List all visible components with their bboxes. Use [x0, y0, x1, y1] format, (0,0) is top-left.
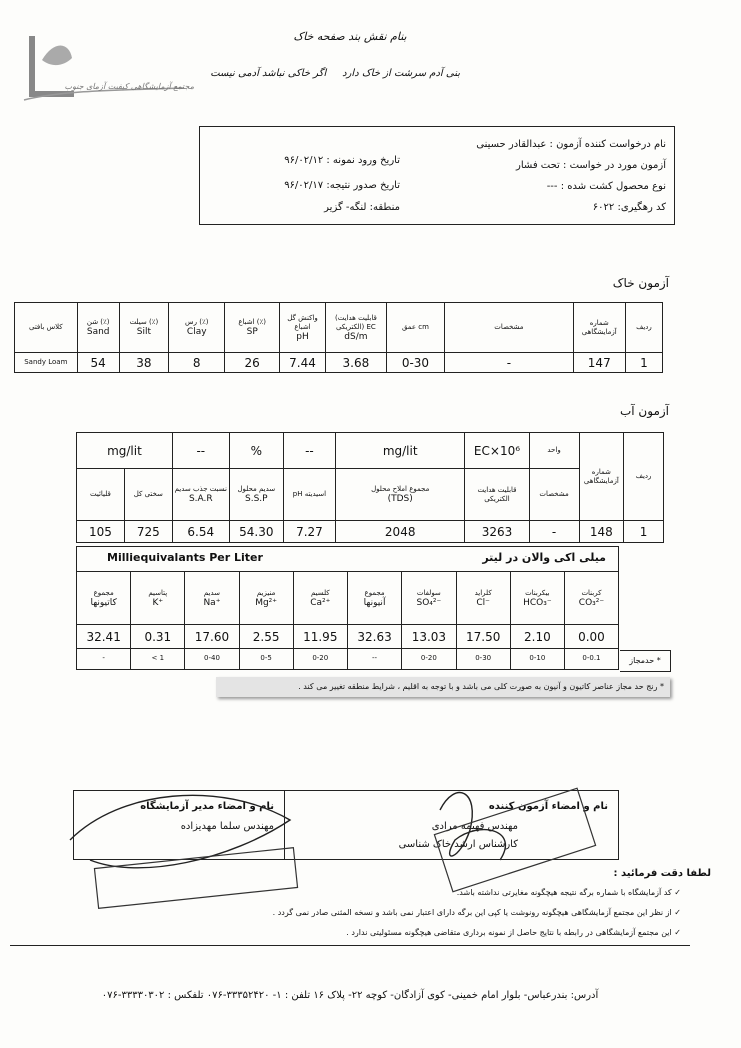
bismillah: بنام نقش بند صفحه خاک	[293, 30, 407, 43]
ions-title	[77, 547, 619, 572]
ions-title-en: Milliequivalants Per Liter	[107, 551, 263, 564]
ions-table	[76, 546, 619, 670]
footer-divider	[10, 945, 690, 946]
ion-value: 11.95	[293, 625, 347, 648]
soil-silt: 38	[119, 353, 168, 373]
water-ph: 7.27	[283, 521, 335, 543]
water-tds: 2048	[335, 521, 464, 543]
note-item: ✓ از نظر این مجتمع آزمایشگاهی هیچگونه رونوشت یا کپی این برگه دارای اعتبار نمی باشد و نسخه المثنی صادر نمی گردد .	[272, 908, 681, 917]
ion-limit: 0-20	[293, 648, 347, 669]
ion-value: 17.60	[185, 625, 239, 648]
soil-spec: -	[445, 353, 573, 373]
ion-header: مجموع کاتیونها	[77, 572, 131, 625]
ion-header: پتاسیم K⁺	[131, 572, 185, 625]
ion-limit: 0-5	[239, 648, 293, 669]
water-h-hard: سختی کل	[124, 469, 172, 521]
ion-value: 13.03	[402, 625, 456, 648]
manager-title: نام و امضاء مدیر آزمایشگاه	[140, 801, 274, 812]
header-verse: بنی آدم سرشت از خاک دارد اگر خاکی نباشد آدمی نیست	[210, 68, 460, 79]
soil-clay: 8	[169, 353, 225, 373]
tester-signature	[440, 793, 505, 860]
ion-value: 0.00	[564, 625, 618, 648]
result-date: تاریخ صدور نتیجه: ۹۶/۰۲/۱۷	[284, 180, 400, 191]
ion-header: بیکربنات HCO₃⁻	[510, 572, 564, 625]
ion-limit: 0-20	[402, 648, 456, 669]
water-ssp: 54.30	[229, 521, 283, 543]
soil-h-sand: شن (٪) Sand	[77, 303, 119, 353]
ion-value: 32.41	[77, 625, 131, 648]
soil-h-lab-no: شماره آزمایشگاهی	[573, 303, 625, 353]
ion-header: کربنات CO₃²⁻	[564, 572, 618, 625]
water-h-ph: pH اسیدیته	[283, 469, 335, 521]
ion-value: 0.31	[131, 625, 185, 648]
test-requested: آزمون مورد در خواست : تحت فشار	[516, 160, 666, 171]
water-hard: 725	[124, 521, 172, 543]
tester-name: مهندس فهیمه مرادی	[431, 821, 518, 832]
water-spec: -	[529, 521, 579, 543]
info-box	[199, 126, 675, 225]
water-u-ph: --	[283, 433, 335, 469]
soil-h-spec: مشخصات	[445, 303, 573, 353]
ion-limit: -	[77, 648, 131, 669]
note-item: ✓ کد آزمایشگاه با شماره برگه نتیجه هیچگونه مغایرتی نداشته باشد.	[456, 888, 681, 897]
signature-marks	[60, 770, 620, 920]
water-lab-no: 148	[579, 521, 624, 543]
water-row: 1	[624, 521, 664, 543]
notes-title: لطفا دقت فرمائید :	[613, 868, 711, 879]
ion-limit: 0-40	[185, 648, 239, 669]
tracking-code: کد رهگیری: ۶۰۲۲	[592, 202, 666, 213]
soil-h-row: ردیف	[625, 303, 662, 353]
ion-limit: 0-30	[456, 648, 510, 669]
water-u-label: واحد	[529, 433, 579, 469]
ion-header: سدیم Na⁺	[185, 572, 239, 625]
water-h-ec: قابلیت هدایت الکتریکی	[465, 469, 529, 521]
limit-note: * رنج حد مجاز عناصر کاتیون و آنیون به صورت کلی می باشد و با توجه به اقلیم ، شرایط منطقه تغییر می کند .	[216, 677, 670, 697]
water-h-lab-no: شماره آزمایشگاهی	[579, 433, 624, 521]
water-h-row: ردیف	[624, 433, 664, 521]
water-h-tds: مجموع املاح محلول (TDS)	[335, 469, 464, 521]
ion-limit: 0-10	[510, 648, 564, 669]
soil-table	[14, 302, 663, 373]
soil-lab-no: 147	[573, 353, 625, 373]
soil-h-silt: سیلت (٪) Silt	[119, 303, 168, 353]
water-h-spec: مشخصات	[529, 469, 579, 521]
water-u-hard: mg/lit	[77, 433, 173, 469]
ion-header: منیزیم Mg²⁺	[239, 572, 293, 625]
water-u-ssp: %	[229, 433, 283, 469]
soil-h-ph: واکنش گل اشباع pH	[279, 303, 325, 353]
applicant: نام درخواست کننده آزمون : عبدالقادر حسینی	[476, 139, 666, 150]
limit-label: * حدمجاز	[620, 650, 671, 672]
water-alk: 105	[77, 521, 125, 543]
ion-header: مجموع آنیونها	[347, 572, 401, 625]
soil-h-ec: (قابلیت هدایت الکتریکی) EC dS/m	[326, 303, 387, 353]
ion-value: 17.50	[456, 625, 510, 648]
water-table	[76, 432, 664, 543]
soil-title: آزمون خاک	[612, 276, 669, 290]
water-u-tds: mg/lit	[335, 433, 464, 469]
sample-date: تاریخ ورود نمونه : ۹۶/۰۲/۱۲	[284, 155, 400, 166]
lab-logo	[14, 30, 194, 110]
ion-header: سولفات SO₄²⁻	[402, 572, 456, 625]
soil-ph: 7.44	[279, 353, 325, 373]
ion-limit: < 1	[131, 648, 185, 669]
manager-name: مهندس سلما مهدیزاده	[180, 821, 274, 832]
water-h-alk: قلیائیت	[77, 469, 125, 521]
soil-ec: 3.68	[326, 353, 387, 373]
stamp-left	[94, 848, 297, 909]
tester-role: کارشناس ارشد خاک شناسی	[398, 839, 518, 850]
ion-value: 32.63	[347, 625, 401, 648]
ions-title-fa: میلی اکی والان در لیتر	[482, 551, 606, 564]
region: منطقه: لنگه- گزیر	[324, 202, 400, 213]
crop: نوع محصول کشت شده : ---	[546, 181, 666, 192]
soil-depth: 0-30	[386, 353, 445, 373]
water-h-sar: نسبت جذب سدیم S.A.R	[172, 469, 229, 521]
ion-limit: --	[347, 648, 401, 669]
water-h-ssp: سدیم محلول S.S.P	[229, 469, 283, 521]
note-item: ✓ این مجتمع آزمایشگاهی در رابطه با نتایج حاصل از نمونه برداری متقاضی هیچگونه مسئولیتی ندارد .	[346, 928, 681, 937]
soil-h-sp: اشباع (٪) SP	[225, 303, 279, 353]
water-u-ec: EC×10⁶	[465, 433, 529, 469]
logo-text: مجتمع آزمایشگاهی کیفیت آزمای جنوب	[64, 82, 194, 91]
footer-address: آدرس: بندرعباس- بلوار امام خمینی- کوی آزادگان- کوچه ۲۲- پلاک ۱۶ تلفن : ۱- ۳۳۳۵۲۴۲۰-۰۷۶ تلفکس : ۳۳۳۳۰۳۰۲-۰۷۶	[101, 990, 599, 1001]
ion-value: 2.55	[239, 625, 293, 648]
ion-header: کلراید Cl⁻	[456, 572, 510, 625]
water-title: آزمون آب	[619, 404, 669, 418]
manager-signature	[70, 795, 290, 868]
soil-h-depth: عمق cm	[386, 303, 445, 353]
water-sar: 6.54	[172, 521, 229, 543]
ion-value: 2.10	[510, 625, 564, 648]
water-u-sar: --	[172, 433, 229, 469]
soil-texture: Sandy Loam	[15, 353, 78, 373]
ion-limit: 0-0.1	[564, 648, 618, 669]
water-ec: 3263	[465, 521, 529, 543]
soil-row: 1	[625, 353, 662, 373]
stamp-right	[431, 788, 595, 891]
ion-header: کلسیم Ca²⁺	[293, 572, 347, 625]
soil-h-texture: کلاس بافتی	[15, 303, 78, 353]
tester-title: نام و امضاء آزمون کننده	[488, 801, 608, 812]
soil-sp: 26	[225, 353, 279, 373]
soil-sand: 54	[77, 353, 119, 373]
soil-h-clay: رس (٪) Clay	[169, 303, 225, 353]
